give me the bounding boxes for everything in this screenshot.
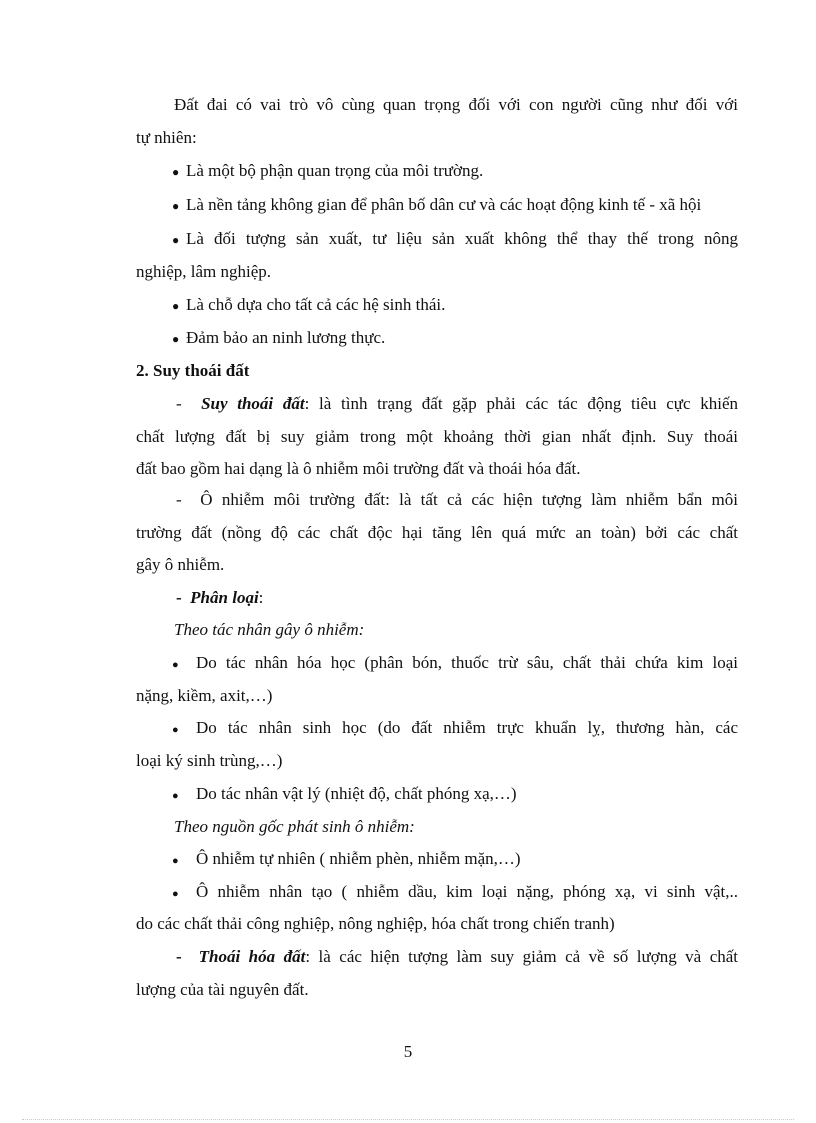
list-item-continuation: do các chất thải công nghiệp, nông nghiệp, hóa chất trong chiến tranh) [136,914,615,933]
bullet-continuation: nghiệp, lâm nghiệp. [136,262,272,281]
list-item-text: Ô nhiễm nhân tạo ( nhiễm dầu, kim loại nặng, phóng xạ, vi sinh vật,.. [196,882,738,901]
bullet-dot-icon: ● [172,855,179,867]
definition-text: Ô nhiễm môi trường đất: là tất cả các hiện tượng làm nhiễm bẩn môi [200,490,738,509]
bullet-item [172,161,483,182]
dash-marker: - [176,394,182,413]
bullet-item [172,229,738,250]
pollution-definition-line-3: gây ô nhiễm. [136,555,225,574]
pollution-definition-line-1 [176,490,738,510]
definition-line-1 [176,394,738,414]
list-item-text: Do tác nhân hóa học (phân bón, thuốc trừ sâu, chất thải chứa kim loại [196,653,738,672]
list-item [172,784,517,806]
bullet-dot-icon: ● [172,233,180,247]
bullet-text: Đảm bảo an ninh lương thực. [186,328,386,347]
degradation-definition-line-1 [176,947,738,967]
list-item-continuation: loại ký sinh trùng,…) [136,751,283,770]
bullet-dot-icon: ● [172,724,179,736]
dash-marker: - [176,490,182,509]
footer-divider [22,1119,794,1120]
list-item-text: Do tác nhân sinh học (do đất nhiễm trực khuẩn lỵ, thương hàn, các [196,718,738,737]
definition-text: : là các hiện tượng làm suy giảm cả về số lượng và chất [305,947,739,966]
list-item [172,653,738,675]
bullet-text: Là một bộ phận quan trọng của môi trường. [186,161,484,180]
list-item [172,849,521,871]
list-item [172,718,738,740]
intro-paragraph-line-1: Đất đai có vai trò vô cùng quan trọng đối với con người cũng như đối với [174,95,738,114]
subheading-by-agent: Theo tác nhân gây ô nhiễm: [174,620,365,639]
definition-term: Suy thoái đất [201,394,305,413]
subheading-by-origin: Theo nguồn gốc phát sinh ô nhiễm: [174,817,415,836]
bullet-dot-icon: ● [172,659,179,671]
bullet-dot-icon: ● [172,199,180,213]
dash-marker: - [176,588,182,607]
definition-term: Thoái hóa đất [198,947,306,966]
page-number: 5 [403,1042,413,1061]
degradation-definition-line-2: lượng của tài nguyên đất. [136,980,309,999]
list-item-continuation: nặng, kiềm, axit,…) [136,686,273,705]
intro-paragraph-line-2: tự nhiên: [136,128,197,147]
list-item [172,882,738,904]
definition-line-3: đất bao gồm hai dạng là ô nhiễm môi trường đất và thoái hóa đất. [136,459,581,478]
section-heading: 2. Suy thoái đất [136,361,250,380]
list-item-text: Do tác nhân vật lý (nhiệt độ, chất phóng xạ,…) [196,784,517,803]
bullet-item [172,195,701,216]
definition-line-2: chất lượng đất bị suy giảm trong một khoảng thời gian nhất định. Suy thoái [136,427,738,446]
dash-marker: - [176,947,182,966]
bullet-dot-icon: ● [172,888,179,900]
classification-heading [176,588,263,608]
definition-text: : là tình trạng đất gặp phải các tác động tiêu cực khiến [304,394,739,413]
bullet-item [172,295,445,316]
pollution-definition-line-2: trường đất (nồng độ các chất độc hại tăng lên quá mức an toàn) bởi các chất [136,523,738,542]
bullet-dot-icon: ● [172,332,180,346]
list-item-text: Ô nhiễm tự nhiên ( nhiễm phèn, nhiễm mặn,…) [196,849,521,868]
bullet-item [172,328,385,349]
classification-label: Phân loại [190,588,259,607]
bullet-text: Là nền tảng không gian để phân bố dân cư và các hoạt động kinh tế - xã hội [186,195,702,214]
bullet-text: Là chỗ dựa cho tất cả các hệ sinh thái. [186,295,446,314]
bullet-text: Là đối tượng sản xuất, tư liệu sản xuất không thể thay thế trong nông [186,229,738,248]
bullet-dot-icon: ● [172,299,180,313]
bullet-dot-icon: ● [172,165,180,179]
colon: : [258,588,264,607]
bullet-dot-icon: ● [172,790,179,802]
